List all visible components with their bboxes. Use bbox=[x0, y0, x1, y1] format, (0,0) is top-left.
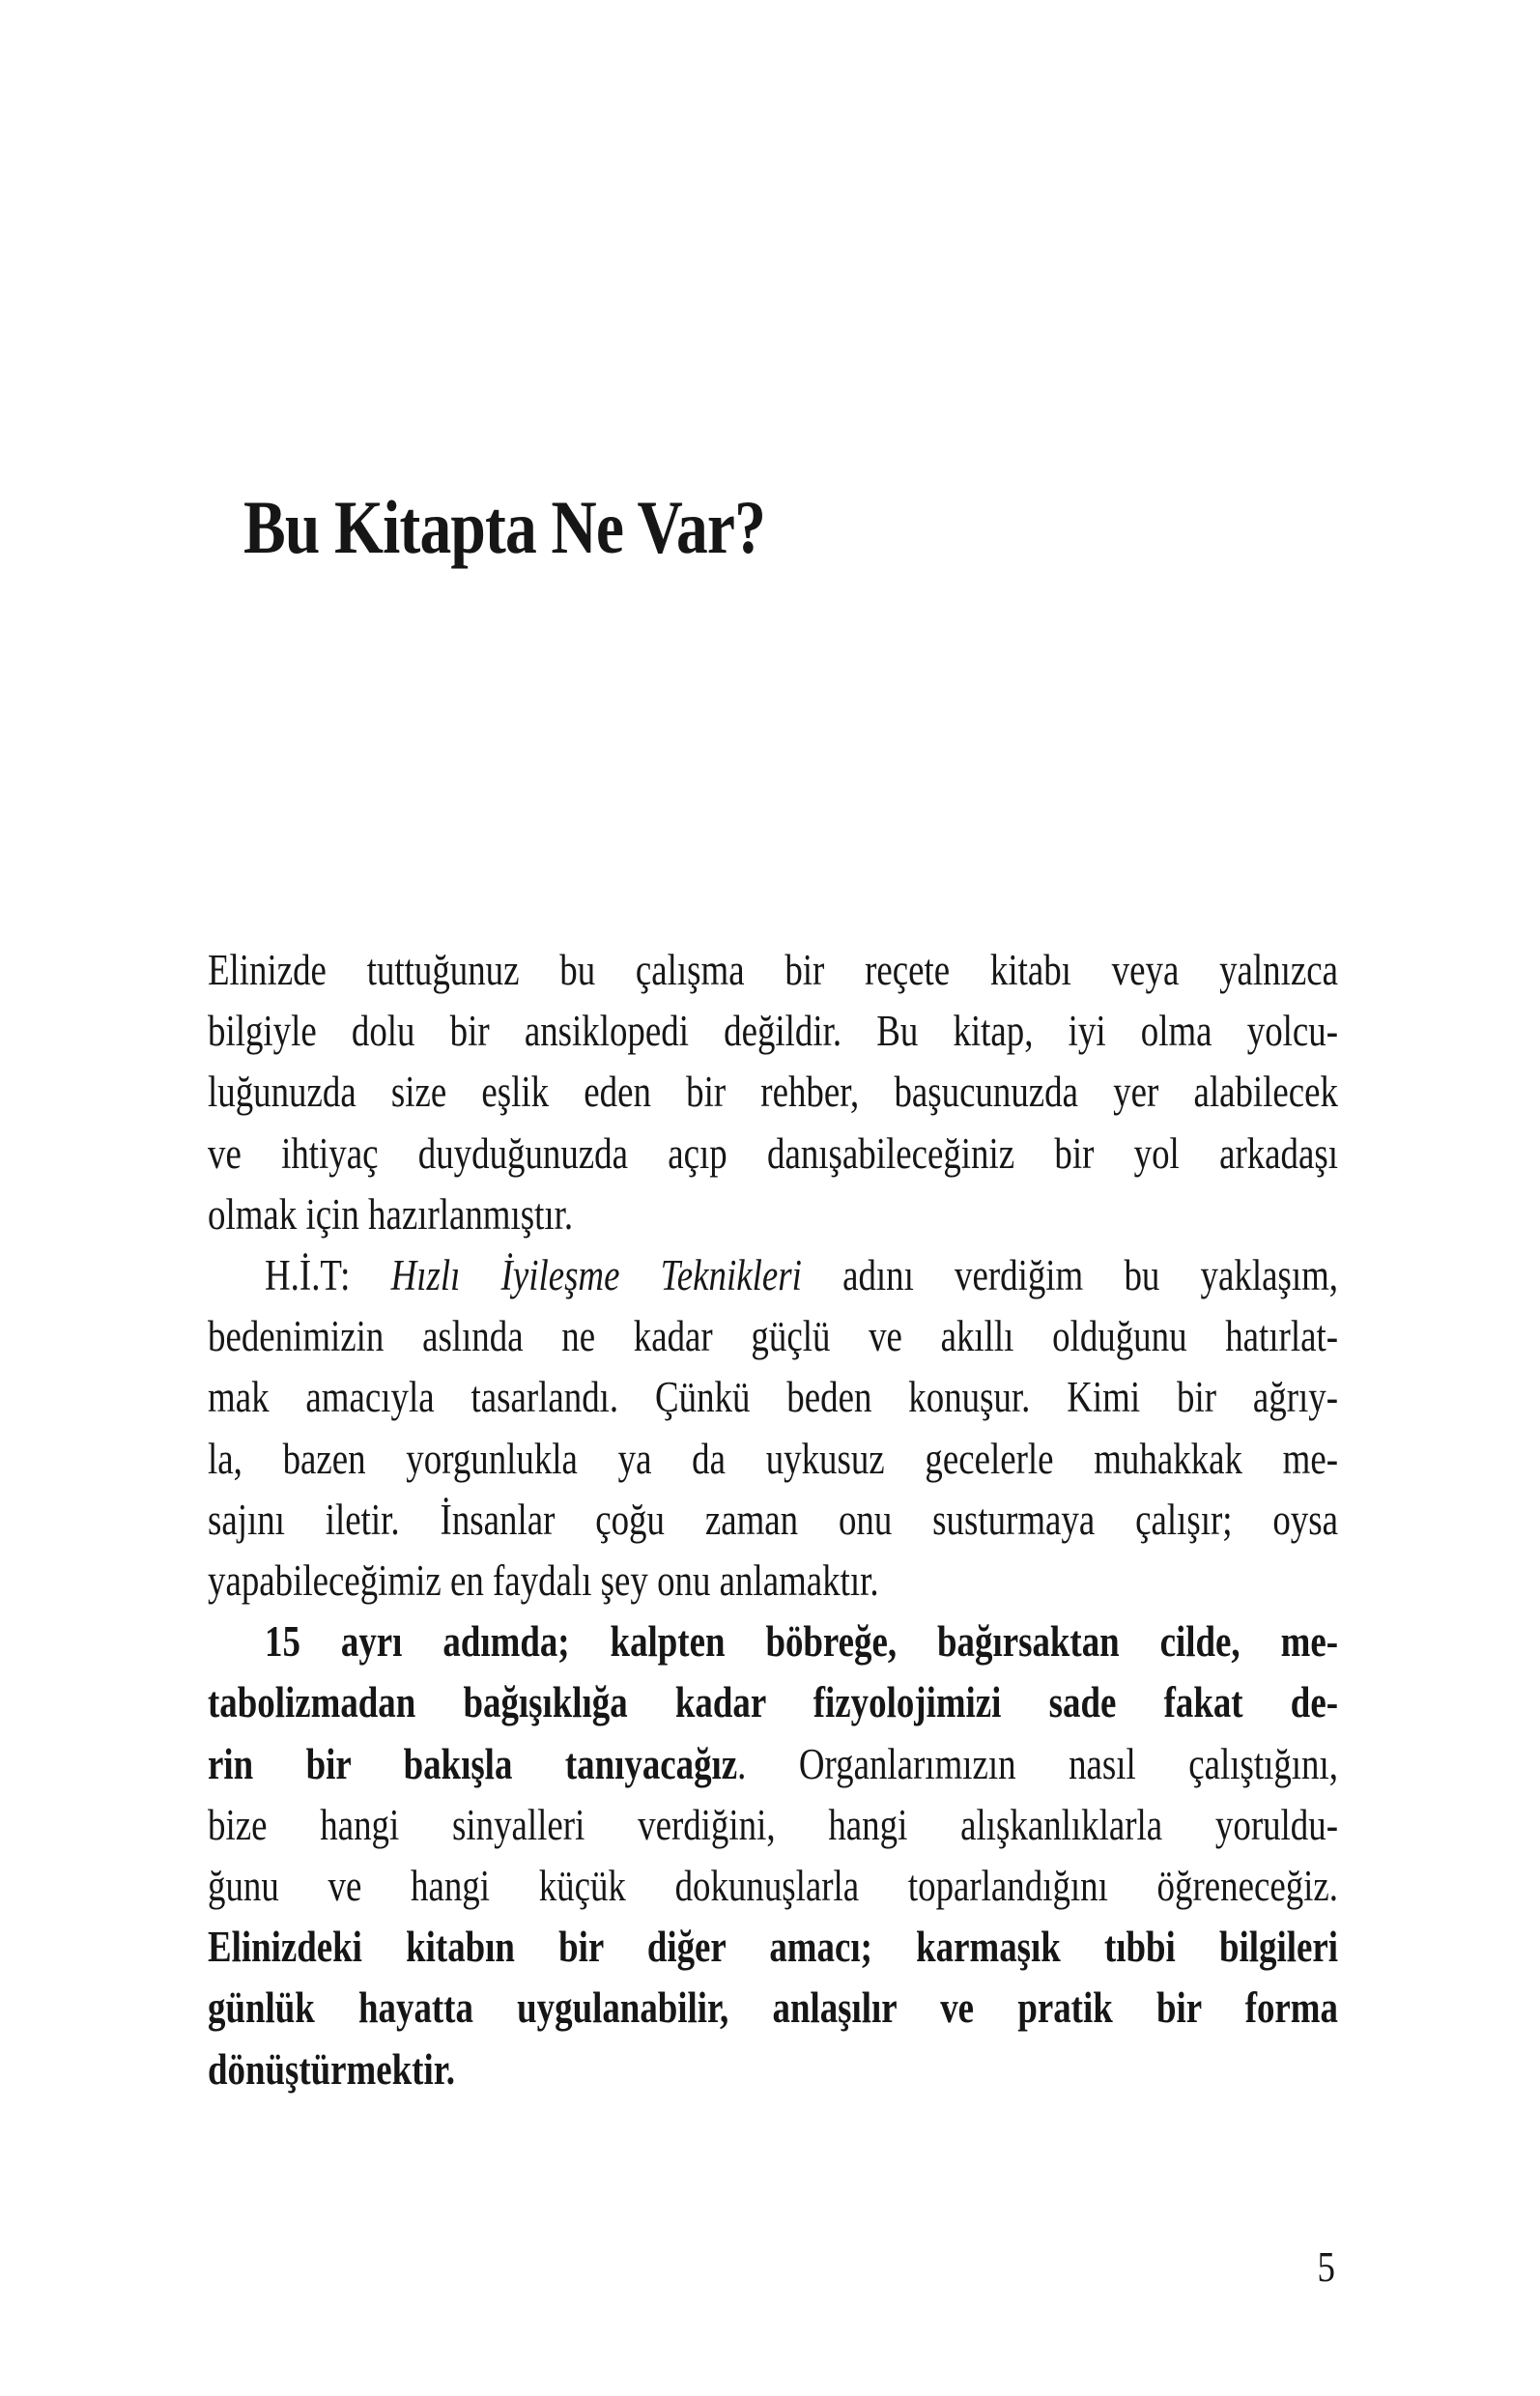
body-text-block bbox=[208, 940, 1338, 2100]
text-line: bilgiyle dolu bir ansiklopedi değildir. Bu kitap, iyi olma yolcu- bbox=[208, 1007, 1338, 1056]
text-line: olmak için hazırlanmıştır. bbox=[208, 1189, 574, 1239]
paragraph bbox=[208, 1245, 1338, 1612]
text-line: 15 ayrı adımda; kalpten böbreğe, bağırsaktan cilde, me- bbox=[265, 1617, 1338, 1667]
text-line: bize hangi sinyalleri verdiğini, hangi alışkanlıklarla yoruldu- bbox=[208, 1800, 1338, 1849]
text-line: günlük hayatta uygulanabilir, anlaşılır ve pratik bir forma bbox=[208, 1983, 1338, 2033]
paragraph bbox=[208, 1612, 1338, 2100]
text-line: Elinizde tuttuğunuz bu çalışma bir reçete kitabı veya yalnızca bbox=[208, 946, 1338, 994]
text-line: yapabileceğimiz en faydalı şey onu anlamaktır. bbox=[208, 1556, 879, 1606]
text-line: mak amacıyla tasarlandı. Çünkü beden konuşur. Kimi bir ağrıy- bbox=[208, 1373, 1338, 1422]
text-line: H.İ.T: Hızlı İyileşme Teknikleri adını verdiğim bu yaklaşım, bbox=[265, 1251, 1338, 1300]
text-line: rin bir bakışla tanıyacağız. Organlarımızın nasıl çalıştığını, bbox=[208, 1739, 1338, 1788]
text-line: ğunu ve hangi küçük dokunuşlarla toparlandığını öğreneceğiz. bbox=[208, 1862, 1338, 1911]
text-line: la, bazen yorgunlukla ya da uykusuz gecelerle muhakkak me- bbox=[208, 1434, 1338, 1483]
text-line: bedenimizin aslında ne kadar güçlü ve akıllı olduğunu hatırlat- bbox=[208, 1312, 1338, 1361]
text-line: tabolizmadan bağışıklığa kadar fizyolojimizi sade fakat de- bbox=[208, 1678, 1338, 1727]
text-line: luğunuzda size eşlik eden bir rehber, başucunuzda yer alabilecek bbox=[208, 1068, 1338, 1117]
body-text bbox=[208, 940, 1338, 2100]
text-line: sajını iletir. İnsanlar çoğu zaman onu susturmaya çalışır; oysa bbox=[208, 1495, 1338, 1544]
text-line: Elinizdeki kitabın bir diğer amacı; karmaşık tıbbi bilgileri bbox=[208, 1923, 1338, 1972]
page-number: 5 bbox=[1317, 2243, 1335, 2291]
chapter-title: Bu Kitapta Ne Var? bbox=[243, 485, 766, 570]
text-line: ve ihtiyaç duyduğunuzda açıp danışabileceğiniz bir yol arkadaşı bbox=[208, 1128, 1338, 1178]
paragraph bbox=[208, 940, 1338, 1245]
text-line: dönüştürmektir. bbox=[208, 2044, 455, 2094]
